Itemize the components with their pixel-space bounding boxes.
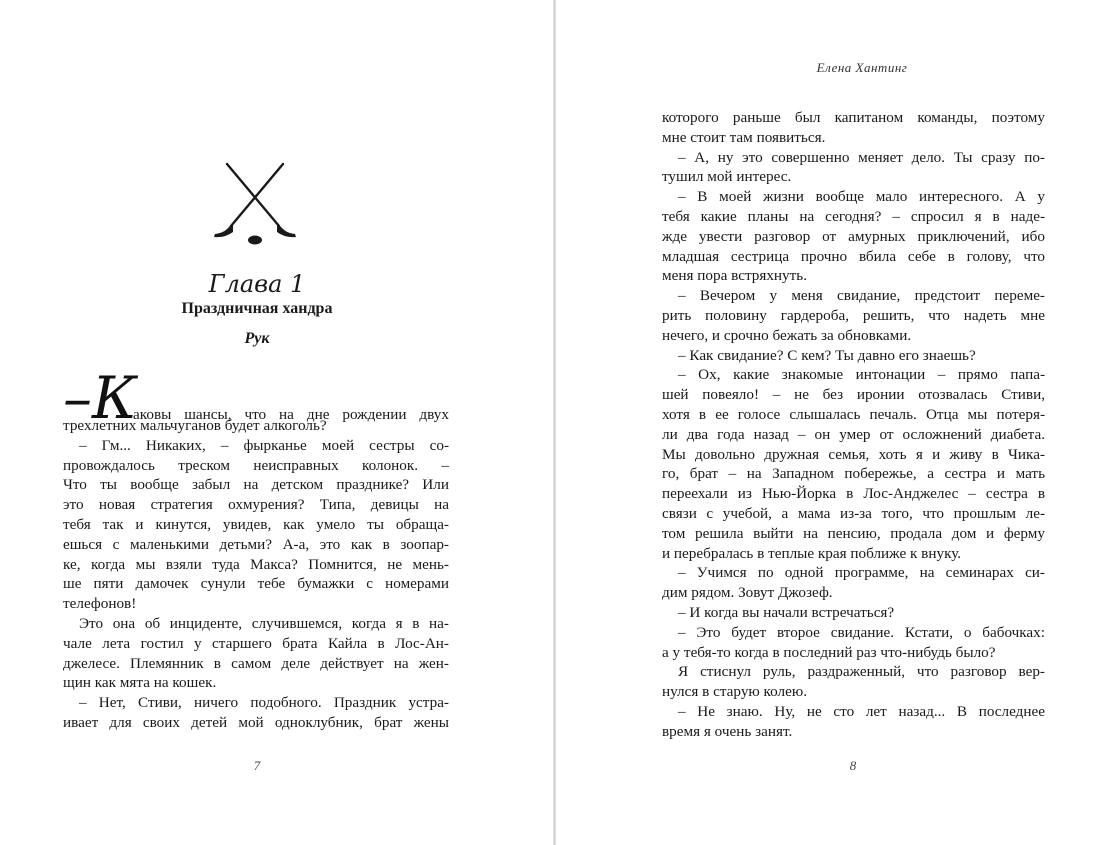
text-line: и перебралась в теплые края поближе к внуку.: [662, 544, 962, 562]
right-page-body-text: [662, 108, 1045, 742]
text-line: младшая сестрица прочно вбила себе в голову, что: [662, 247, 1045, 265]
drop-cap: –К: [63, 364, 137, 432]
page-number-right: 8: [849, 758, 857, 773]
text-line: – Это будет второе свидание. Кстати, о бабочках:: [678, 623, 1045, 641]
text-line: – И когда вы начали встречаться?: [678, 603, 895, 621]
text-line: провождалось треском неисправных колонок. –: [63, 456, 449, 474]
text-line: трехлетних мальчуганов будет алкоголь?: [63, 417, 327, 434]
text-line: – Нет, Стиви, ничего подобного. Праздник устра-: [79, 694, 449, 712]
text-line: ке, когда мы взяли туда Макса? Помнится, не мень-: [63, 555, 449, 573]
text-line: хотя в ее голосе слышалась печаль. Отца мы потеря-: [662, 405, 1045, 423]
text-line: жде увести разговор от амурных приключений, ибо: [662, 227, 1045, 245]
text-line: ли два года назад – он умер от осложнений диабета.: [662, 425, 1045, 443]
text-line: го, брат – на Западном побережье, а сестра и мать: [662, 465, 1045, 483]
text-line: джелесе. Племянник в самом деле действует на жен-: [63, 654, 449, 672]
chapter-title: Глава 1: [208, 270, 306, 298]
text-line: тебя какие планы на сегодня? – спросил я в наде-: [662, 207, 1045, 225]
text-line: Что ты вообще забыл на детском празднике? Или: [63, 476, 449, 494]
text-line: – Гм... Никаких, – фырканье моей сестры со-: [79, 436, 449, 454]
text-line: нулся в старую колею.: [662, 683, 808, 701]
text-line: телефонов!: [63, 595, 137, 613]
text-line: меня пора встряхнуть.: [662, 267, 808, 285]
text-line: шей повеяло! – не без иронии отозвалась Стиви,: [662, 386, 1045, 404]
text-line: время я очень занят.: [662, 722, 793, 740]
text-line: Это она об инциденте, случившемся, когда я в на-: [79, 614, 449, 632]
page-number-left: 7: [253, 758, 261, 773]
text-line: ше пяти дамочек сунули тебе бумажки с номерами: [63, 575, 449, 593]
text-line: – Вечером у меня свидание, предстоит переме-: [678, 287, 1045, 305]
text-line: – Учимся по одной программе, на семинарах си-: [678, 564, 1045, 582]
text-line: переехали из Нью-Йорка в Лос-Анджелес – сестра в: [662, 485, 1045, 503]
text-line: Я стиснул руль, раздраженный, что разговор вер-: [678, 663, 1045, 681]
text-line: – Ох, какие знакомые интонации – прямо папа-: [678, 366, 1045, 384]
book-gutter: [553, 0, 556, 845]
pov-character-label: Рук: [244, 330, 270, 347]
text-line: – А, ну это совершенно меняет дело. Ты сразу по-: [678, 148, 1045, 166]
text-line: Мы довольно дружная семья, хоть я и живу в Чика-: [662, 445, 1045, 463]
left-page-body-text: [63, 416, 449, 733]
text-line: ешься с маленькими детьми? А-а, это как в зоопар-: [63, 535, 449, 553]
text-line: тушил мой интерес.: [662, 168, 792, 186]
text-line: дим рядом. Зовут Джозеф.: [662, 584, 833, 602]
text-line: которого раньше был капитаном команды, поэтому: [662, 109, 1045, 126]
text-line: тебя так и кинутся, увидев, как умело ты обраща-: [63, 515, 449, 533]
text-line: чале лета гостил у старшего брата Кайла в Лос-Ан-: [63, 634, 449, 652]
text-line: ивает для своих детей мой одноклубник, брат жены: [63, 713, 449, 731]
text-line: – В моей жизни вообще мало интересного. А у: [678, 188, 1045, 206]
text-line: – Как свидание? С кем? Ты давно его знаешь?: [678, 346, 976, 364]
text-line: мне стоит там появиться.: [662, 128, 826, 146]
text-line: это новая стратегия охмурения? Типа, девицы на: [63, 496, 449, 514]
text-line: рить половину гардероба, решить, что надеть мне: [662, 306, 1045, 324]
first-paragraph-line: аковы шансы, что на дне рождении двух: [133, 406, 449, 423]
text-line: – Не знаю. Ну, не сто лет назад... В последнее: [678, 702, 1045, 720]
crossed-hockey-sticks-icon: [213, 162, 297, 248]
text-line: том решила выйти на пенсию, продала дом и ферму: [662, 524, 1045, 542]
text-line: щин как мята на кошек.: [63, 674, 217, 692]
text-line: связи с учебой, а мама из-за того, что прошлым ле-: [662, 504, 1045, 522]
running-header-author: Елена Хантинг: [816, 60, 908, 75]
text-line: нечего, и срочно бежать за обновками.: [662, 326, 912, 344]
chapter-subtitle: Праздничная хандра: [181, 300, 333, 317]
text-line: а у тебя-то когда в последний раз что-нибудь было?: [662, 643, 996, 661]
